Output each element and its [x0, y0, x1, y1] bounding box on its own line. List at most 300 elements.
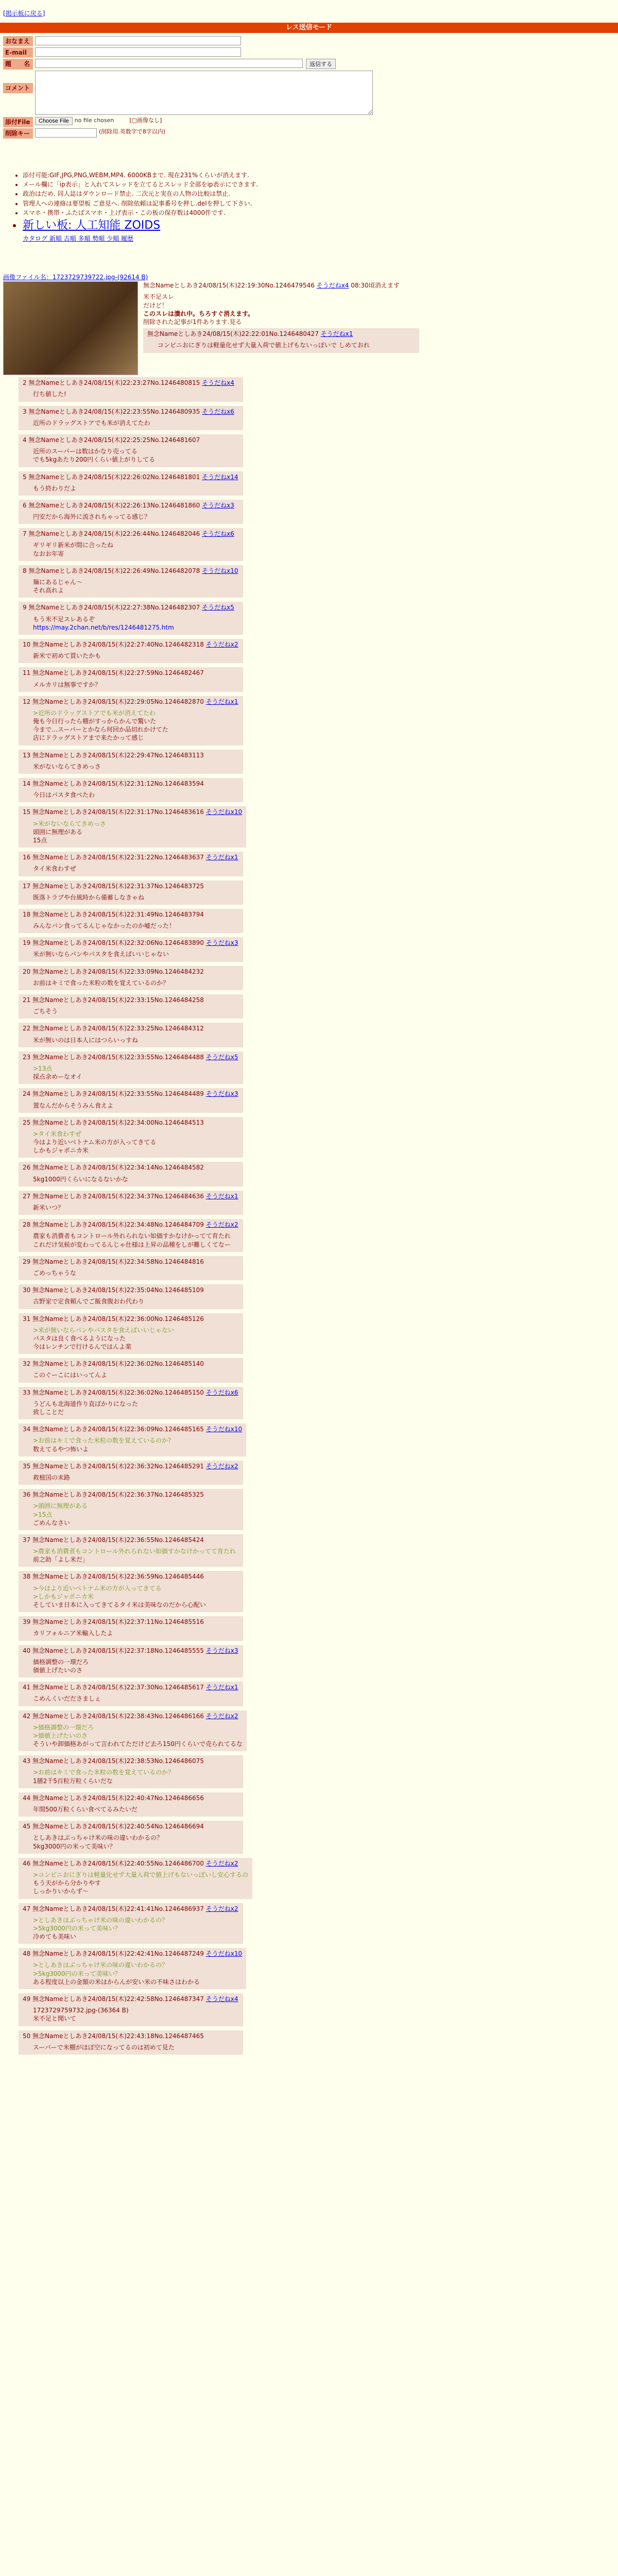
reply-number: 9 [23, 604, 27, 612]
reply-line: 農家も消費者もコントロール外れられない如価すかなけかってて育たれ [33, 1232, 231, 1240]
sodane-link[interactable]: そうだねx6 [202, 530, 234, 538]
reply-row [3, 1487, 615, 1532]
reply-body: コンビニおにぎりは軽量化せず大量入荷で値上げもないっぽいで しめておれ [158, 342, 370, 349]
reply-post [19, 852, 243, 876]
reply-post [19, 1710, 247, 1752]
quote-line: >米がないならてきめっさ [33, 820, 106, 827]
sodane-link[interactable]: そうだねx6 [202, 408, 234, 415]
reply-line: みんなパン食ってるんじゃなかったのか嘘だった！ [33, 922, 176, 930]
reply-line: 米が無いのは日本人にはつらいっすね [33, 1036, 139, 1044]
file-label: 添付File [3, 117, 33, 127]
reply-row [3, 748, 615, 776]
reply-post [19, 1052, 243, 1084]
comment-textarea[interactable] [35, 71, 373, 115]
reply-number: 41 [23, 1684, 31, 1691]
op-line: だけど！ [143, 301, 168, 309]
reply-number: 2 [23, 379, 27, 387]
reply-header: 無念Nameとしあき24/08/15(木)22:38:53No.1246486075 [32, 1757, 204, 1765]
reply-line: 今日はパスタ食べたわ [33, 791, 95, 799]
reply-line: 前之助「よし米だ」 [33, 1556, 89, 1564]
quote-line: >コンビニおにぎりは軽量化せず大量入荷で値上げもないっぽいし安心するの [33, 1871, 249, 1878]
reply-header: 無念Nameとしあき24/08/15(木)22:26:44No.1246482046 [28, 530, 200, 538]
reply-header: 無念Nameとしあき24/08/15(木)22:37:30No.1246485617 [32, 1684, 204, 1691]
reply-number: 25 [23, 1118, 31, 1126]
reply-number: 42 [23, 1712, 31, 1720]
reply-number: 32 [23, 1360, 31, 1368]
reply-line: 米がないならてきめっさ [33, 762, 101, 770]
reply-post [19, 1256, 243, 1280]
reply-line: もう終わりだよ [33, 484, 77, 492]
reply-post [19, 1755, 243, 1788]
reply-number: 13 [23, 751, 31, 759]
reply-number: 22 [23, 1025, 31, 1032]
reply-line: ごめっちゃうな [33, 1269, 76, 1277]
reply-header: 無念Nameとしあき24/08/15(木)22:36:37No.1246485325 [32, 1491, 204, 1499]
reply-row [3, 498, 615, 526]
reply-post [19, 1792, 243, 1817]
reply-row [3, 2028, 615, 2057]
reply-number: 37 [23, 1536, 31, 1544]
reply-header: 無念Nameとしあき24/08/15(木)22:25:25No.1246481607 [28, 436, 200, 444]
reply-header: 無念Nameとしあき24/08/15(木)22:42:41No.1246487249 [32, 1950, 204, 1958]
reply-row [3, 1708, 615, 1754]
reply-row [3, 850, 615, 878]
name-input[interactable] [35, 36, 241, 45]
reply-header: 無念Nameとしあき24/08/15(木)22:31:49No.1246483794 [32, 910, 204, 918]
reply-post [19, 1821, 243, 1854]
email-input[interactable] [35, 47, 241, 57]
reply-header: 無念Nameとしあき24/08/15(木)22:34:37No.1246484636 [32, 1192, 204, 1200]
reply-header: 無念Nameとしあき24/08/15(木)22:27:40No.1246482318 [32, 640, 204, 648]
reply-header: 無念Nameとしあき24/08/15(木)22:40:55No.1246486700 [32, 1859, 204, 1867]
reply-post [19, 1358, 243, 1382]
reply-row [3, 526, 615, 563]
reply-post [19, 1645, 243, 1678]
reply-row [3, 935, 615, 963]
sodane-link[interactable]: そうだねx2 [205, 1462, 238, 1470]
reply-line: 年間500万粒くらい食べてるみたいだ [33, 1806, 138, 1813]
reply-number: 27 [23, 1192, 31, 1200]
reply-number: 46 [23, 1859, 31, 1867]
sodane-link[interactable]: そうだねx10 [205, 1426, 243, 1433]
reply-number: 16 [23, 854, 31, 861]
reply-line: もう米不足スレあるぞ [33, 615, 95, 623]
reply-row [3, 1385, 615, 1422]
reply-header: 無念Nameとしあき24/08/15(木)22:35:04No.1246485109 [32, 1286, 204, 1294]
reply-number: 19 [23, 939, 31, 947]
reply-number: 47 [23, 1905, 31, 1912]
sodane-link[interactable]: そうだねx2 [205, 1859, 238, 1867]
reply-post [19, 1489, 243, 1530]
reply-post [19, 806, 246, 848]
reply-header: 無念Nameとしあき24/08/15(木)22:33:55No.1246484489 [32, 1090, 204, 1098]
reply-post [19, 1191, 243, 1215]
reply-line: 致しことだ [33, 1409, 64, 1416]
reply-header: 無念Nameとしあき24/08/15(木)22:37:18No.1246485555 [32, 1647, 204, 1654]
reply-post [19, 1616, 243, 1640]
reply-row [3, 1021, 615, 1049]
reply-header: 無念Nameとしあき24/08/15(木)22:34:14No.1246484582 [32, 1164, 204, 1172]
reply-header: 無念Nameとしあき24/08/15(木)22:29:05No.1246482870 [32, 698, 204, 705]
reply-line: 近所のドラッグストアでも米が消えてたわ [33, 419, 150, 427]
reply-line: 行ち値した! [33, 391, 66, 398]
reply-number: 4 [23, 436, 27, 444]
sodane-link[interactable]: そうだねx4 [205, 1995, 238, 2003]
reply-post [19, 1903, 243, 1944]
reply-line: 1膳2千5百粒万粒くらいだな [33, 1777, 113, 1785]
email-label: E-mail [3, 47, 33, 58]
note-item: • 管理人への連絡は要望板 ご意見へ. 削除依頼は記事番号を押し.delを押して下さい. [23, 199, 479, 208]
reply-row [3, 964, 615, 992]
reply-header: 無念Nameとしあき24/08/15(木)22:40:54No.1246486694 [32, 1823, 204, 1831]
reply-row [3, 637, 615, 665]
reply-line: 新米いつ？ [33, 1204, 64, 1211]
reply-line: ごめんなさい [33, 1519, 71, 1527]
reply-post [19, 1682, 243, 1706]
new-board-links[interactable]: • 新しい板: 人工知能 ZOIDS [23, 218, 479, 233]
reply-post [19, 1993, 243, 2026]
reply-line: 米不足と聞いて [33, 2015, 77, 2023]
reply-header: 無念Nameとしあき24/08/15(木)22:34:00No.1246484513 [32, 1118, 204, 1126]
thread-image-filename[interactable]: 画像ファイル名：1723729739722.jpg-(92614 B) [3, 274, 148, 281]
sodane-link[interactable]: そうだねx3 [205, 939, 238, 947]
reply-row [3, 1459, 615, 1487]
sodane-link[interactable]: そうだねx10 [202, 567, 238, 574]
reply-number: 14 [23, 780, 31, 787]
catalog-links[interactable]: カタログ 新順 古順 多順 勢順 少順 履歴 [23, 234, 133, 242]
reply-header: 無念Nameとしあき24/08/15(木)22:36:00No.1246485126 [32, 1315, 204, 1323]
back-to-board-link[interactable]: [掲示板に戻る] [3, 10, 45, 17]
reply-line: ギリギリ新米が間に合ったね [33, 541, 114, 549]
reply-post [19, 880, 243, 905]
reply-line: うどんも北海道作り直ばかりになった [33, 1400, 139, 1408]
reply-line: 1723729759732.jpg-(36364 B) [33, 2007, 129, 2014]
reply-row [3, 1901, 615, 1946]
reply-number: 8 [23, 567, 27, 574]
reply-row [3, 1217, 615, 1254]
reply-row [3, 878, 615, 907]
reply-line: 俺も今日行ったら棚がすっからかんで驚いた [33, 718, 157, 725]
reply-line: 15点 [33, 836, 47, 844]
comment-label: コメント [3, 83, 33, 93]
quote-line: >13点 [33, 1064, 53, 1072]
reply-row [3, 1160, 615, 1188]
reply-post [19, 1023, 243, 1047]
quote-line: >お前はキミで食った米粒の数を覚えているのか？ [33, 1769, 175, 1776]
reply-line: ごちそう [33, 1008, 58, 1015]
reply-line: 価値上げたいのさ [33, 1666, 83, 1674]
reply-header: 無念Nameとしあき24/08/15(木)22:36:59No.1246485446 [32, 1573, 204, 1581]
reply-number: 40 [23, 1647, 31, 1654]
reply-post [19, 434, 243, 467]
reply-header: 無念Nameとしあき24/08/15(木)22:33:55No.1246484488 [32, 1053, 204, 1061]
reply-row [3, 1991, 615, 2028]
sodane-link[interactable]: そうだねx4 [202, 379, 234, 387]
reply-row [3, 1614, 615, 1642]
reply-line: パスタは良く食べるようになった [33, 1334, 126, 1342]
reply-number: 50 [23, 2032, 31, 2040]
reply-row [3, 469, 615, 498]
reply-header: 無念Nameとしあき24/08/15(木)22:33:25No.1246484312 [32, 1025, 204, 1032]
reply-line: なおお年寄 [33, 550, 64, 557]
reply-number: 5 [23, 473, 27, 481]
quote-line: >価値上げたいのさ [33, 1732, 88, 1739]
reply-header: 無念Nameとしあき24/08/15(木)22:31:12No.1246483594 [32, 780, 204, 787]
sodane-link[interactable]: そうだねx2 [205, 1221, 238, 1229]
reply-number: 39 [23, 1618, 31, 1626]
reply-post [19, 966, 243, 990]
reply-post [19, 565, 243, 598]
reply-post [19, 1534, 243, 1567]
quote-line: >5kg3000円の米って美味い？ [33, 1970, 121, 1977]
reply-post [19, 1117, 243, 1158]
subject-input[interactable] [35, 59, 303, 68]
reply-number: 29 [23, 1258, 31, 1265]
reply-header: 無念Nameとしあき24/08/15(木)22:36:55No.1246485424 [32, 1536, 204, 1544]
reply-line: カリフォルニア米輸入したよ [33, 1630, 113, 1637]
op-line: 削除された記事が1件あります.見る [143, 318, 242, 326]
reply-header: 無念Nameとしあき24/08/15(木)22:33:15No.1246484258 [32, 996, 204, 1004]
reply-row [3, 804, 615, 850]
reply-list [3, 375, 615, 2057]
reply-number: 45 [23, 1823, 31, 1831]
quote-line: >頭囲に無理がある [33, 1502, 88, 1510]
reply-number: 38 [23, 1573, 31, 1581]
sodane-link[interactable]: そうだねx3 [202, 501, 234, 509]
reply-row [3, 776, 615, 804]
reply-line: 価格調整の一環だろ [33, 1658, 89, 1666]
reply-row [3, 694, 615, 748]
reply-row [3, 1254, 615, 1282]
sodane-link[interactable]: そうだねx5 [205, 1053, 238, 1061]
reply-number: 3 [23, 408, 27, 415]
reply-number: 18 [23, 910, 31, 918]
reply-number: 28 [23, 1221, 31, 1229]
reply-row [3, 404, 615, 432]
no-image-checkbox[interactable]: [□画像なし] [129, 116, 162, 124]
posting-notes [15, 170, 479, 244]
sodane-link[interactable]: そうだねx1 [205, 1192, 238, 1200]
reply-line: このぐーこにはいってんよ [33, 1371, 108, 1379]
reply-form [3, 36, 394, 140]
reply-post [19, 1423, 246, 1456]
reply-post [19, 1162, 243, 1186]
reply-header: 無念Nameとしあき24/08/15(木)22:41:41No.1246486937 [32, 1905, 204, 1912]
reply-number: 12 [23, 698, 31, 705]
reply-line: これだけ気候が変わってるんじゃ仕様は上昇の品種をしが難しくてなー [33, 1241, 231, 1248]
reply-number: 17 [23, 882, 31, 890]
quote-line: >タイ米食わすぜ [33, 1130, 81, 1138]
quote-line: >近所のドラッグストアでも米が消えてたわ [33, 709, 156, 717]
reply-row [3, 1569, 615, 1614]
quote-line: >5kg3000円の米って美味い？ [33, 1924, 121, 1932]
note-item: • 政治はだめ. 同人誌はダウンロード禁止. 二次元と実在の人物の比較は禁止. [23, 190, 479, 198]
reply-header: 無念Nameとしあき24/08/15(木)22:34:48No.1246484709 [32, 1221, 204, 1229]
op-sodane-link[interactable]: そうだねx4 [316, 282, 349, 290]
quoted-reply [143, 328, 419, 352]
reply-post [19, 1571, 243, 1612]
reply-line: 冷めても美味い [33, 1933, 77, 1941]
reply-line: こめんくいだださましぇ [33, 1695, 101, 1703]
reply-row [3, 1680, 615, 1708]
reply-row [3, 1856, 615, 1901]
reply-row [3, 992, 615, 1021]
sodane-link[interactable]: そうだねx14 [202, 473, 238, 481]
reply-post [19, 778, 243, 802]
reply-line: 救植国の末路 [33, 1473, 71, 1481]
reply-line: 採点余めーなオイ [33, 1073, 82, 1081]
reply-line: スーパーで米棚がほぼ空になってるのは初めて見た [33, 2043, 175, 2051]
reply-line[interactable]: https://may.2chan.net/b/res/1246481275.htm [33, 623, 174, 631]
reply-line: 今まで…スーパーとかなら何回か品切れかけてた [33, 726, 168, 734]
reply-row [3, 1643, 615, 1680]
sodane-link[interactable]: そうだねx1 [320, 330, 353, 338]
reply-row [3, 1356, 615, 1384]
reply-row [3, 1311, 615, 1357]
reply-row [3, 1189, 615, 1217]
subject-label: 題 名 [3, 59, 33, 69]
quote-line: >しかもジャポニカ米 [33, 1592, 94, 1600]
reply-number: 23 [23, 1053, 31, 1061]
reply-number: 34 [23, 1426, 31, 1433]
reply-line: 5kg3000円の米って美味い？ [33, 1842, 116, 1850]
note-item: • 添付可能:GIF,JPG,PNG,WEBM,MP4. 6000KBまで. 現在231%くらいが消えます. [23, 171, 479, 179]
reply-number: 35 [23, 1462, 31, 1470]
reply-line: 古野家で定食頼んでご飯食腹おわ代わり [33, 1298, 145, 1306]
quote-line: >今はより近いベトナム米の方が入ってきてる [33, 1584, 162, 1592]
op-line: このスレは潰れ中。ちろすぐ消えます。 [143, 310, 254, 317]
reply-number: 21 [23, 996, 31, 1004]
reply-number: 49 [23, 1995, 31, 2003]
reply-row [3, 1790, 615, 1819]
reply-header: 無念Nameとしあき24/08/15(木)22:36:09No.1246485165 [32, 1426, 204, 1433]
reply-row [3, 1421, 615, 1459]
reply-header: 無念Nameとしあき24/08/15(木)22:26:13No.1246481860 [28, 501, 200, 509]
reply-header: 無念Nameとしあき24/08/15(木)22:33:09No.1246484232 [32, 968, 204, 975]
quote-line: >米が無いならパンやパスタを食えばいいじゃない [33, 1326, 175, 1334]
reply-row [3, 1819, 615, 1856]
reply-post [19, 937, 243, 961]
delete-key-input[interactable] [35, 128, 97, 138]
reply-header: 無念Nameとしあき24/08/15(木)22:43:18No.1246487465 [32, 2032, 204, 2040]
reply-post [19, 1387, 243, 1420]
reply-post [19, 406, 243, 430]
reply-row [3, 1115, 615, 1160]
reply-number: 10 [23, 640, 31, 648]
reply-line: でも5kgあたり200円くらい値上がりしてる [33, 456, 156, 464]
sodane-link[interactable]: そうだねx10 [205, 808, 243, 816]
reply-number: 26 [23, 1164, 31, 1172]
reply-header: 無念Nameとしあき24/08/15(木)22:29:47No.1246483113 [32, 751, 204, 759]
sodane-link[interactable]: そうだねx2 [205, 1905, 238, 1912]
reply-number: 24 [23, 1090, 31, 1098]
reply-header: 無念Nameとしあき24/08/15(木)22:34:58No.1246484816 [32, 1258, 204, 1265]
reply-header: 無念Nameとしあき24/08/15(木)22:31:37No.1246483725 [32, 882, 204, 890]
submit-button[interactable]: 返信する [306, 59, 336, 69]
reply-line: 米が無いならパンやパスタを食えばいいじゃない [33, 951, 169, 958]
sodane-link[interactable]: そうだねx3 [205, 1090, 238, 1098]
reply-number: 7 [23, 530, 27, 538]
sodane-link[interactable]: そうだねx2 [205, 1712, 238, 1720]
reply-line: お前はキミで食った米粒の数を覚えているのか？ [33, 979, 169, 987]
reply-post [19, 2030, 243, 2055]
choose-file-button[interactable]: Choose File [35, 117, 73, 125]
reply-number: 11 [23, 669, 31, 677]
reply-line: そしていま日本に入ってきてるタイ米は美味なのだから心配い [33, 1601, 206, 1608]
reply-number: 43 [23, 1757, 31, 1765]
reply-number: 31 [23, 1315, 31, 1323]
sodane-link[interactable]: そうだねx6 [205, 1388, 238, 1396]
sodane-link[interactable]: そうだねx3 [205, 1647, 238, 1654]
note-item: • メール欄に「ip表示」と入れてスレッドを立てるとスレッド全部をip表示にできます. [23, 180, 479, 189]
reply-number: 20 [23, 968, 31, 975]
op-expiry: 08:30頃消えます [351, 282, 400, 290]
op-image[interactable] [3, 281, 138, 375]
reply-line: 麺にあるじゃん～ [33, 579, 83, 586]
reply-post [19, 750, 243, 774]
reply-post [19, 696, 243, 745]
reply-header: 無念Nameとしあき24/08/15(木)22:36:02No.1246485150 [32, 1388, 204, 1396]
sodane-link[interactable]: そうだねx1 [205, 1684, 238, 1691]
reply-number: 36 [23, 1491, 31, 1499]
reply-line: もう天がから分かりやす [33, 1879, 101, 1887]
reply-header: 無念Nameとしあき24/08/15(木)22:22:01No.1246480427 [147, 330, 319, 338]
file-status: no file chosen [74, 116, 114, 124]
reply-line: 既落トラブや台風時から備蓄しなきゃね [33, 893, 145, 901]
reply-header: 無念Nameとしあき24/08/15(木)22:31:22No.1246483637 [32, 854, 204, 861]
reply-header: 無念Nameとしあき24/08/15(木)22:37:11No.1246485516 [32, 1618, 204, 1626]
reply-row [3, 907, 615, 935]
reply-line: としあきはぶっちゃけ米の味の違いわかるの？ [33, 1834, 163, 1842]
reply-header: 無念Nameとしあき24/08/15(木)22:42:58No.1246487347 [32, 1995, 204, 2003]
reply-post [19, 602, 243, 635]
reply-number: 15 [23, 808, 31, 816]
reply-line: そういや卸価格あがって言われてただけど去ろ150円くらいで売られてるな [33, 1740, 243, 1748]
delete-key-label: 削除キー [3, 128, 33, 139]
sodane-link[interactable]: そうだねx1 [205, 854, 238, 861]
reply-line: 頭囲に無理がある [33, 828, 83, 836]
reply-post [19, 1219, 243, 1252]
sodane-link[interactable]: そうだねx10 [205, 1950, 243, 1958]
thread [3, 273, 615, 2057]
reply-post [19, 1858, 252, 1899]
sodane-link[interactable]: そうだねx1 [205, 698, 238, 705]
reply-post [19, 1088, 243, 1112]
op-line: 米不足スレ [143, 293, 175, 301]
reply-line: ある程度以上の金額の米はからんが安い米の不味さはわかる [33, 1978, 200, 1986]
reply-post [19, 909, 243, 933]
reply-header: 無念Nameとしあき24/08/15(木)22:26:49No.1246482078 [28, 567, 200, 574]
reply-mode-bar: レス送信モード [0, 23, 618, 33]
reply-header: 無念Nameとしあき24/08/15(木)22:23:55No.1246480935 [28, 408, 200, 415]
reply-post [19, 1284, 243, 1309]
reply-number: 44 [23, 1794, 31, 1802]
name-label: おなまえ [3, 36, 33, 46]
sodane-link[interactable]: そうだねx5 [202, 604, 234, 612]
reply-post [19, 528, 243, 561]
reply-line: しっかりいからず～ [33, 1888, 89, 1895]
reply-number: 30 [23, 1286, 31, 1294]
reply-row [3, 1532, 615, 1569]
sodane-link[interactable]: そうだねx2 [205, 640, 238, 648]
quote-line: >としあきはぶっちゃけ米の味の違いわかるの？ [33, 1916, 168, 1924]
quote-line: >価格調整の一環だろ [33, 1723, 94, 1731]
reply-row [3, 1086, 615, 1114]
reply-line: メルカリは無事ですか？ [33, 681, 101, 688]
op-header: 無念Nameとしあき24/08/15(木)22:19:30No.1246479546 [143, 282, 315, 290]
reply-row [3, 375, 615, 403]
reply-header: 無念Nameとしあき24/08/15(木)22:36:32No.1246485291 [32, 1462, 204, 1470]
